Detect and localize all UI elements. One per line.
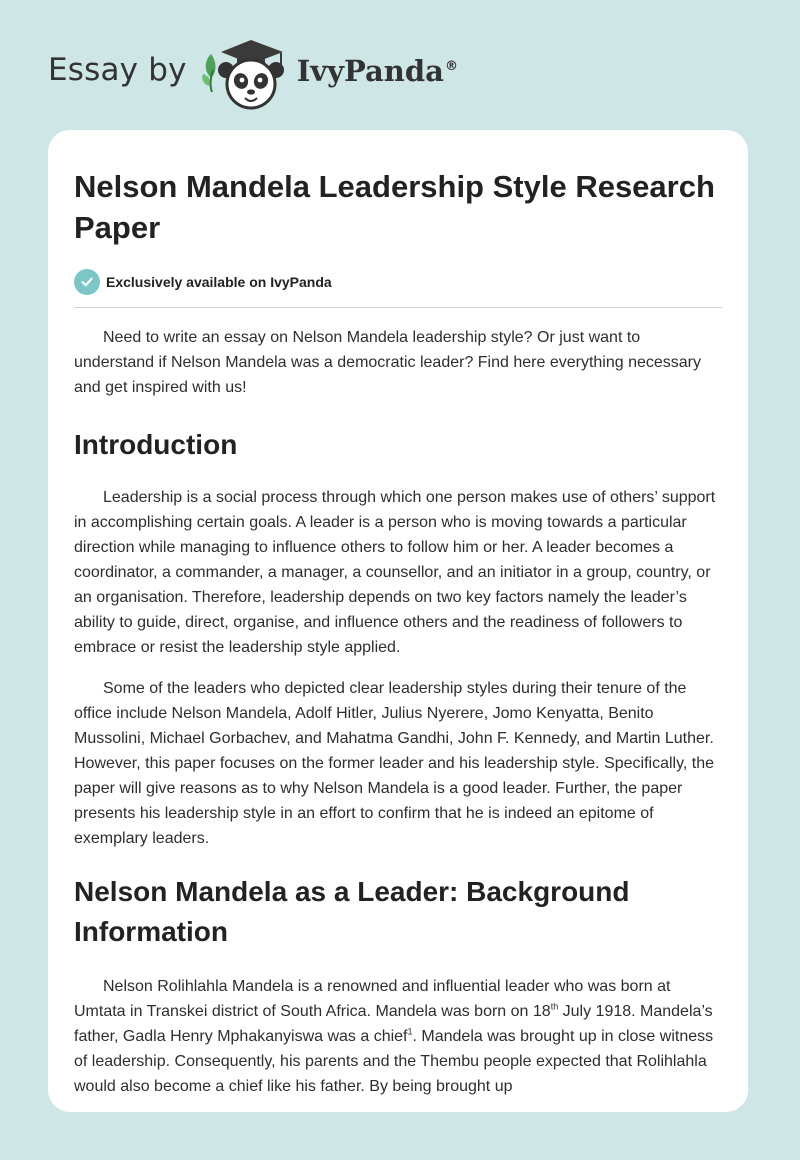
paragraph: Some of the leaders who depicted clear leadership styles during their tenure of the office include Nelson Mandela, Adolf Hitler, Julius Nyerere, Jomo Kenyatta, Benito Mussolini, Michael Gorbachev, and Mahatma Gandhi, John F. Kennedy, and Martin Luther. However, this paper focuses on the former leader and his leadership style. Specifically, the paper will give reasons as to why Nelson Mandela is a good leader. Further, the paper presents his leadership style in an effort to confirm that he is indeed an epitome of exemplary leaders. (74, 680, 715, 847)
panda-graduation-cap-icon (199, 34, 293, 112)
exclusive-label: Exclusively available on IvyPanda (106, 274, 332, 290)
paragraph-text: . Mandela was brought up in close witness of leadership. Consequently, his parents and the Thembu people expected that Rolihlahla would also become a chief like his father. By being brought up (74, 1028, 714, 1095)
check-circle-icon (74, 269, 100, 295)
registered-mark: ® (444, 59, 458, 75)
paragraph-text: Nelson Rolihlahla Mandela is a renowned and influential leader who was born at Umtata in Transkei district of South Africa. Mandela was born on 18 (74, 978, 671, 1020)
section-heading-introduction: Introduction (74, 429, 238, 460)
ordinal-suffix: th (550, 1001, 559, 1012)
paragraph-text: July 1918. Mandela’s father, Gadla Henry Mphakanyiswa was a chief (74, 1003, 713, 1045)
page-title: Nelson Mandela Leadership Style Research Paper (74, 169, 715, 245)
section-heading-background: Nelson Mandela as a Leader: Background Information (74, 876, 630, 947)
site-header-logo[interactable] (48, 34, 458, 112)
paragraph: Leadership is a social process through which one person makes use of others’ support in accomplishing certain goals. A leader is a person who is moving towards a particular direction while managing to influence others to follow him or her. A leader becomes a coordinator, a commander, a manager, a counsellor, and an initiator in a group, country, or an organisation. Therefore, leadership depends on two key factors namely the leader’s ability to guide, direct, organise, and influence others and the readiness of followers to embrace or resist the leadership style applied. (74, 489, 716, 656)
paragraph (74, 974, 722, 1099)
brand-name (297, 54, 458, 88)
footnote-ref[interactable]: 1 (407, 1026, 413, 1037)
intro-paragraph: Need to write an essay on Nelson Mandela leadership style? Or just want to understand if Nelson Mandela was a democratic leader? Find here everything necessary and get inspired with us! (74, 329, 702, 396)
essay-card (48, 130, 748, 1112)
brand-name-text: IvyPanda (296, 54, 444, 88)
brand-prefix: Essay by (48, 52, 187, 88)
divider (74, 307, 722, 308)
exclusive-badge (74, 268, 722, 296)
